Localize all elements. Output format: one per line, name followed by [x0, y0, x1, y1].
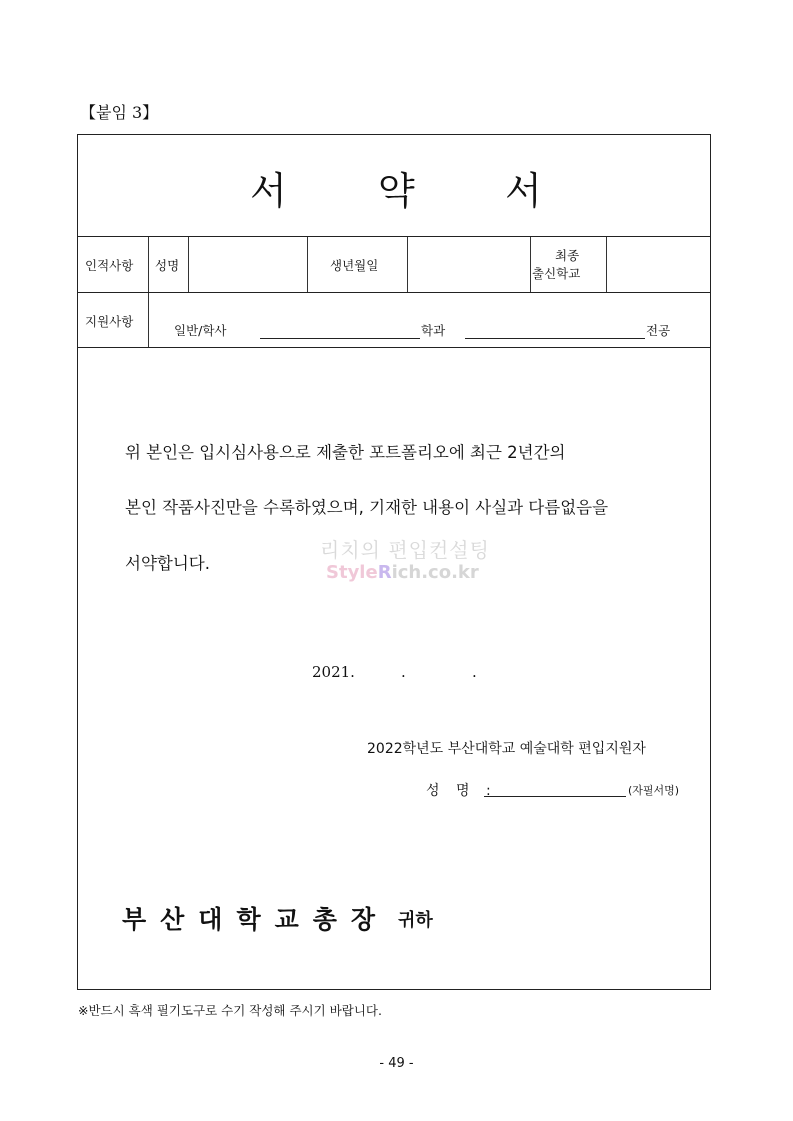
pledge-line-1: 위 본인은 입시심사용으로 제출한 포트폴리오에 최근 2년간의: [125, 443, 566, 462]
watermark-url-part: Style: [326, 562, 378, 583]
application-type: 일반/학사: [174, 323, 227, 338]
personal-info-label: 인적사항: [85, 258, 134, 273]
applicant-line: 2022학년도 부산대학교 예술대학 편입지원자: [367, 741, 646, 757]
page-number: - 49 -: [379, 1056, 414, 1071]
watermark-text: 리치의 편입컨설팅: [320, 538, 490, 562]
watermark-url-part: ich.co.kr: [391, 562, 479, 583]
addressee-president: 부산대학교총장: [122, 905, 390, 934]
row-divider: [78, 292, 710, 293]
watermark-url: [326, 562, 479, 583]
title-char: 서: [505, 169, 542, 213]
department-input-line[interactable]: [260, 338, 420, 339]
application-info-label: 지원사항: [85, 314, 134, 329]
pledge-line-3: 서약합니다.: [125, 554, 210, 573]
title-divider: [78, 236, 710, 237]
watermark-url-part: R: [377, 562, 392, 583]
title-char: 약: [378, 169, 415, 213]
school-label-line1: 최종: [555, 248, 580, 263]
birth-field[interactable]: [408, 238, 528, 290]
major-suffix: 전공: [646, 323, 671, 338]
date-year: 2021.: [312, 663, 355, 681]
department-suffix: 학과: [421, 323, 446, 338]
cell-divider: [307, 237, 308, 292]
major-input-line[interactable]: [465, 338, 645, 339]
signature-label: 성 명 :: [426, 783, 497, 799]
date-day-dot: .: [472, 663, 477, 681]
cell-divider: [148, 237, 149, 292]
name-label: 성명: [155, 258, 180, 273]
birth-label: 생년월일: [330, 258, 379, 273]
footnote: ※반드시 흑색 필기도구로 수기 작성해 주시기 바랍니다.: [78, 1003, 382, 1018]
attachment-label: 【붙임 3】: [80, 103, 159, 122]
pledge-line-2: 본인 작품사진만을 수록하였으며, 기재한 내용이 사실과 다름없음을: [125, 498, 609, 517]
cell-divider: [530, 237, 531, 292]
date-month-dot: .: [401, 663, 406, 681]
signature-note: (자필서명): [628, 784, 680, 797]
name-field[interactable]: [189, 238, 306, 290]
signature-input-line[interactable]: [484, 796, 626, 797]
addressee-honorific: 귀하: [398, 910, 433, 931]
cell-divider: [148, 293, 149, 347]
school-field[interactable]: [607, 238, 710, 290]
row-divider: [78, 347, 710, 348]
school-label-line2: 출신학교: [532, 266, 581, 281]
title-char: 서: [250, 169, 287, 213]
